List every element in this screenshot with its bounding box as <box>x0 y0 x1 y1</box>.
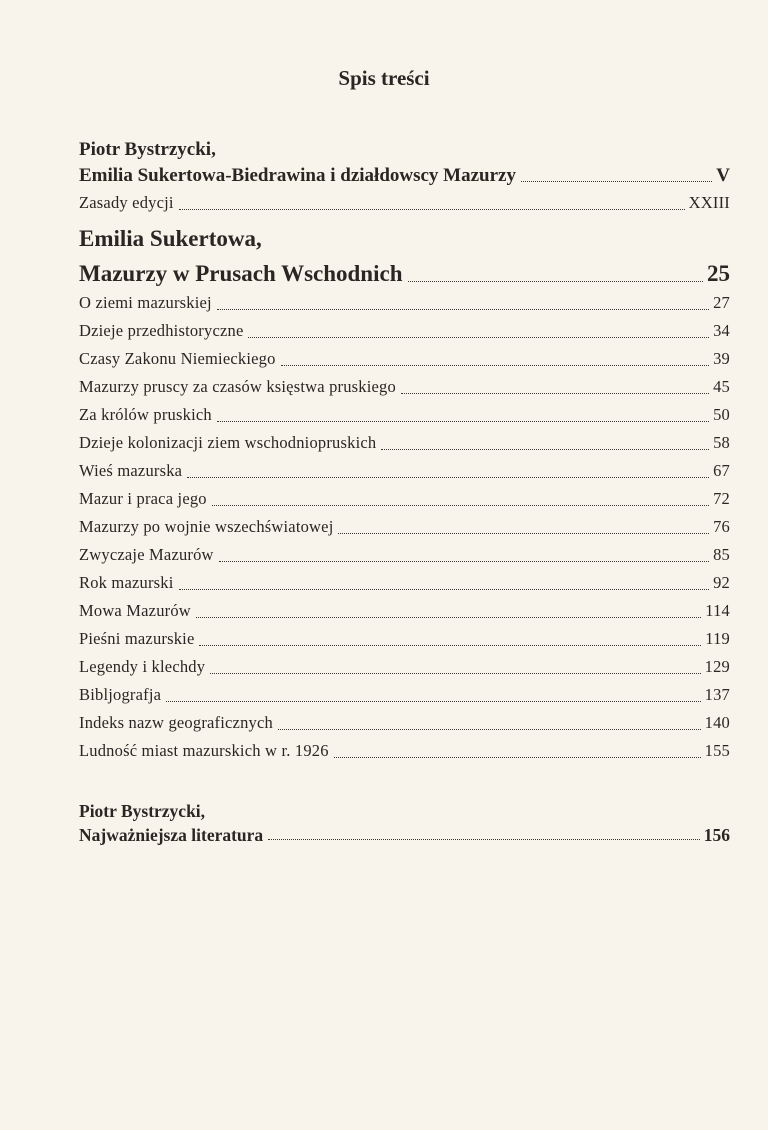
entry-page: 39 <box>713 349 730 368</box>
dot-leader <box>187 477 709 478</box>
toc-entry-main[interactable] <box>79 823 730 847</box>
toc-entry[interactable] <box>79 653 730 681</box>
entry-title: Rok mazurski <box>79 573 174 592</box>
page-title: Spis treści <box>338 66 430 90</box>
entry-title: Zasady edycji <box>79 193 174 212</box>
entry-page: 156 <box>703 825 730 845</box>
section-author: Piotr Bystrzycki, <box>79 801 206 821</box>
dot-leader <box>212 505 709 506</box>
entry-page: 67 <box>713 461 730 480</box>
dot-leader <box>521 181 712 182</box>
entry-title: Za królów pruskich <box>79 405 212 424</box>
dot-leader <box>268 839 700 840</box>
entry-title: O ziemi mazurskiej <box>79 293 212 312</box>
entry-title: Czasy Zakonu Niemieckiego <box>79 349 276 368</box>
toc-section-introduction <box>79 137 730 217</box>
entry-page: 34 <box>713 321 730 340</box>
entry-title: Bibljografja <box>79 685 162 704</box>
dot-leader <box>219 561 709 562</box>
toc-entry[interactable] <box>79 189 730 217</box>
toc-entry[interactable] <box>79 681 730 709</box>
toc-section-literature <box>79 799 730 847</box>
entry-title: Ludność miast mazurskich w r. 1926 <box>79 741 329 760</box>
entry-page: 155 <box>704 741 730 760</box>
entry-page: V <box>716 165 730 186</box>
toc-entry[interactable] <box>79 485 730 513</box>
entry-title: Zwyczaje Mazurów <box>79 545 214 564</box>
section-author: Piotr Bystrzycki, <box>79 139 216 160</box>
dot-leader <box>199 645 701 646</box>
entry-title: Dzieje kolonizacji ziem wschodniopruskich <box>79 433 377 452</box>
entry-title: Mowa Mazurów <box>79 601 191 620</box>
entry-title: Najważniejsza literatura <box>79 825 264 845</box>
toc-entry[interactable] <box>79 541 730 569</box>
entry-page: 137 <box>704 685 730 704</box>
entry-page: 72 <box>713 489 730 508</box>
entry-title: Wieś mazurska <box>79 461 183 480</box>
toc-entry[interactable] <box>79 457 730 485</box>
toc-section-main-text <box>79 224 730 765</box>
entry-page: 140 <box>704 713 730 732</box>
entry-page: 50 <box>713 405 730 424</box>
entry-page: 119 <box>705 629 730 648</box>
dot-leader <box>338 533 709 534</box>
entry-page: 129 <box>704 657 730 676</box>
entry-page: 85 <box>713 545 730 564</box>
toc-entry[interactable] <box>79 373 730 401</box>
toc-entry[interactable] <box>79 569 730 597</box>
entry-title: Mazur i praca jego <box>79 489 207 508</box>
toc-entry[interactable] <box>79 429 730 457</box>
entry-page: XXIII <box>688 193 730 212</box>
entry-title: Mazurzy w Prusach Wschodnich <box>79 261 403 286</box>
toc-entry[interactable] <box>79 597 730 625</box>
dot-leader <box>334 757 701 758</box>
toc-entry[interactable] <box>79 345 730 373</box>
entry-page: 114 <box>705 601 730 620</box>
dot-leader <box>381 449 709 450</box>
dot-leader <box>248 337 709 338</box>
dot-leader <box>401 393 709 394</box>
entry-title: Legendy i klechdy <box>79 657 206 676</box>
dot-leader <box>166 701 701 702</box>
section-author: Emilia Sukertowa, <box>79 226 262 251</box>
dot-leader <box>278 729 701 730</box>
toc-entry[interactable] <box>79 513 730 541</box>
entry-page: 27 <box>713 293 730 312</box>
chapter-list <box>79 289 730 765</box>
entry-title: Mazurzy po wojnie wszechświatowej <box>79 517 334 536</box>
dot-leader <box>217 309 709 310</box>
dot-leader <box>217 421 709 422</box>
entry-title: Mazurzy pruscy za czasów księstwa pruskiego <box>79 377 396 396</box>
entry-title: Indeks nazw geograficznych <box>79 713 273 732</box>
toc-entry[interactable] <box>79 709 730 737</box>
dot-leader <box>196 617 701 618</box>
toc-entry-main[interactable] <box>79 163 730 189</box>
toc-entry[interactable] <box>79 289 730 317</box>
toc-page <box>79 64 730 847</box>
dot-leader <box>210 673 700 674</box>
entry-page: 58 <box>713 433 730 452</box>
dot-leader <box>281 365 710 366</box>
toc-entry[interactable] <box>79 317 730 345</box>
entry-page: 25 <box>707 261 730 286</box>
entry-page: 92 <box>713 573 730 592</box>
toc-entry-main[interactable] <box>79 259 730 289</box>
entry-page: 45 <box>713 377 730 396</box>
dot-leader <box>408 281 704 282</box>
entry-title: Pieśni mazurskie <box>79 629 195 648</box>
toc-entry[interactable] <box>79 401 730 429</box>
dot-leader <box>179 589 710 590</box>
entry-title: Emilia Sukertowa-Biedrawina i działdowscy Mazurzy <box>79 165 516 186</box>
entry-page: 76 <box>713 517 730 536</box>
dot-leader <box>179 209 685 210</box>
entry-title: Dzieje przedhistoryczne <box>79 321 244 340</box>
toc-entry[interactable] <box>79 737 730 765</box>
toc-entry[interactable] <box>79 625 730 653</box>
